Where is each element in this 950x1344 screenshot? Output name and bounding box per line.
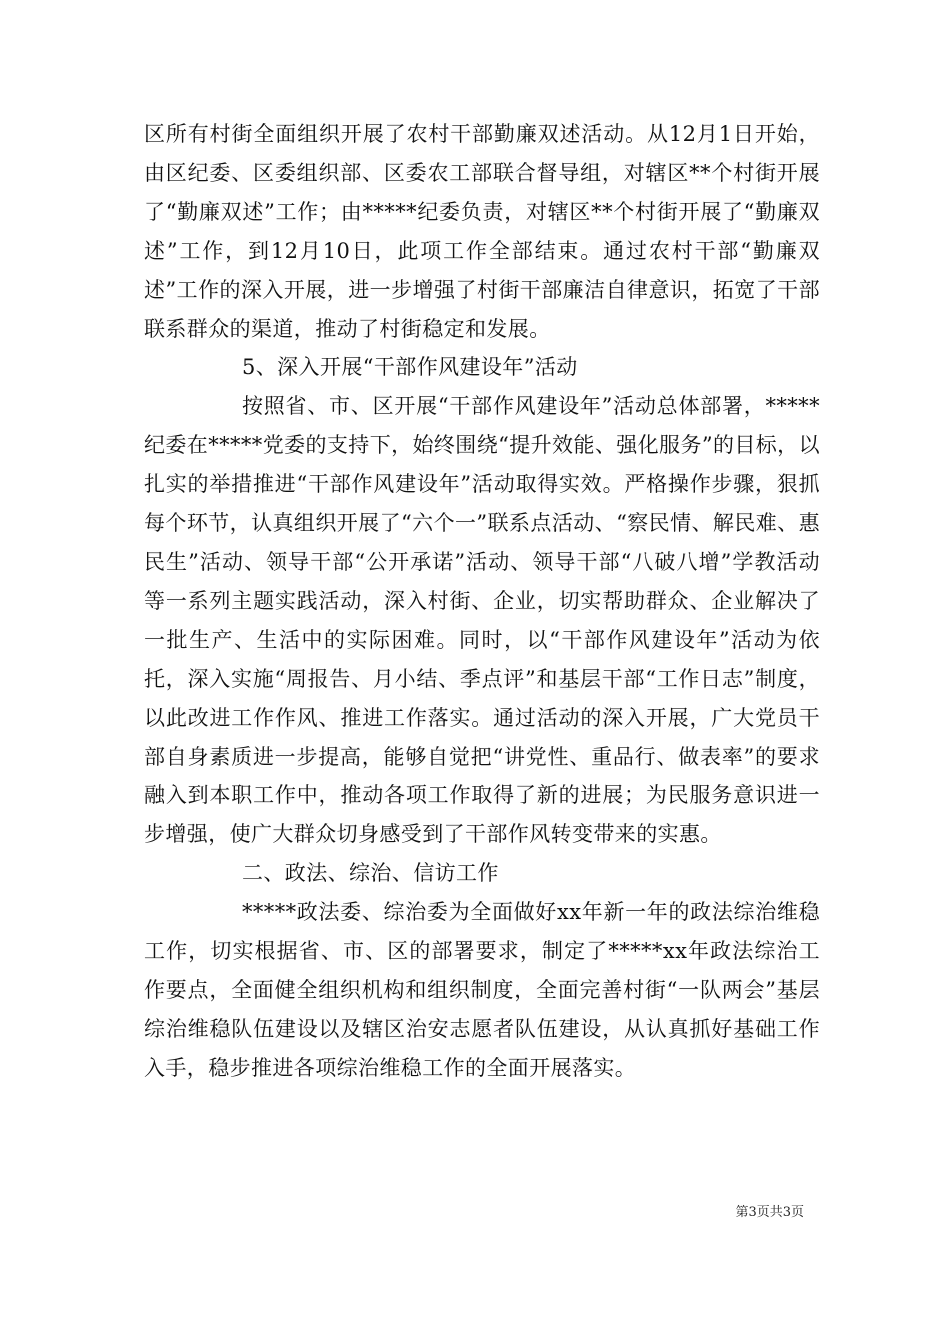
page-number-footer: 第3页共3页	[735, 1205, 804, 1220]
paragraph-style-year: 按照省、市、区开展“干部作风建设年”活动总体部署，*****纪委在*****党委的支持下，始终围绕“提升效能、强化服务”的目标，以扎实的举措推进“干部作风建设年”活动取得实效。严格操作步骤，狠抓每个环节，认真组织开展了“六个一”联系点活动、“察民情、解民难、惠民生”活动、领导干部“公开承诺”活动、领导干部“八破八增”学教活动等一系列主题实践活动，深入村街、企业，切实帮助群众、企业解决了一批生产、生活中的实际困难。同时，以“干部作风建设年”活动为依托，深入实施“周报告、月小结、季点评”和基层干部“工作日志”制度，以此改进工作作风、推进工作落实。通过活动的深入开展，广大党员干部自身素质进一步提高，能够自觉把“讲党性、重品行、做表率”的要求融入到本职工作中，推动各项工作取得了新的进展；为民服务意识进一步增强，使广大群众切身感受到了干部作风转变带来的实惠。	[144, 394, 820, 847]
paragraph-village-review: 区所有村街全面组织开展了农村干部勤廉双述活动。从12月1日开始，由区纪委、区委组织部、区委农工部联合督导组，对辖区**个村街开展了“勤廉双述”工作；由*****纪委负责，对辖区**个村街开展了“勤廉双述”工作，到12月10日，此项工作全部结束。通过农村干部“勤廉双述”工作的深入开展，进一步增强了村街干部廉洁自律意识，拓宽了干部联系群众的渠道，推动了村街稳定和发展。	[144, 122, 820, 341]
document-body	[144, 115, 820, 1088]
paragraph-politics-law: *****政法委、综治委为全面做好xx年新一年的政法综治维稳工作，切实根据省、市、区的部署要求，制定了*****xx年政法综治工作要点，全面健全组织机构和组织制度，全面完善村街“一队两会”基层综治维稳队伍建设以及辖区治安志愿者队伍建设，从认真抓好基础工作入手，稳步推进各项综治维稳工作的全面开展落实。	[144, 900, 820, 1080]
section-heading-style-year: 5、深入开展“干部作风建设年”活动	[242, 355, 578, 380]
section-heading-politics-law: 二、政法、综治、信访工作	[242, 861, 499, 886]
